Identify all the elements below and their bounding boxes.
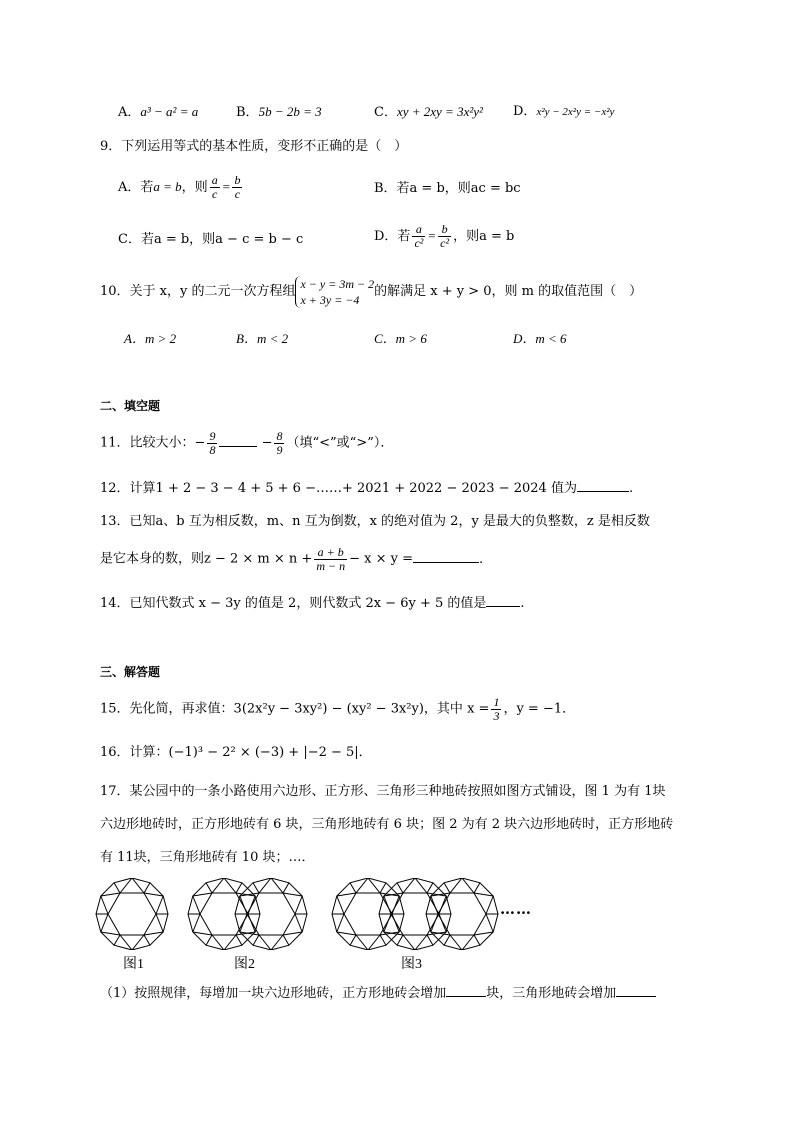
q17-line3: 有 11块，三角形地砖有 10 块；…． [100,850,315,865]
answer-blank [413,561,479,563]
fig3-tile [379,878,451,950]
q8-option-a: A．a³ − a² = a [118,104,199,120]
answer-blank [446,995,486,997]
fig3-tile [332,878,404,950]
answer-blank [616,995,656,997]
q10-stem: 10．关于 x，y 的二元一次方程组 x − y = 3m − 2 x + 3y = −4 的解满足 x + y > 0，则 m 的取值范围（ ） [100,277,643,308]
q13-line1: 13．已知a、b 互为相反数，m、n 互为倒数，x 的绝对值为 2，y 是最大的负整数，z 是相反数 [100,514,650,529]
ellipsis: …… [500,900,532,918]
q9-option-c: C．若a = b，则a − c = b − c [118,232,304,247]
q8-option-d: D．x²y − 2x²y = −x²y [513,104,615,119]
fig2-tile [188,878,260,950]
answer-blank [486,605,520,607]
q9-stem: 9．下列运用等式的基本性质，变形不正确的是（ ） [100,139,408,154]
q9-option-b: B．若a = b，则ac = bc [374,181,521,196]
q9-option-d: D．若 $\frac{a}{\text{c²}}$ = $\frac{b}{\text{c²}}$ ，则a = b [374,222,515,251]
q8-option-c: C．xy + 2xy = 3x²y² [374,104,483,120]
fraction: $\frac{b}{c}$ [234,173,241,202]
fraction: $\frac{a + b}{m - n}$ [316,545,346,574]
fraction: $\frac{a}{c}$ [211,173,218,202]
q17-sub1: （1）按照规律，每增加一块六边形地砖，正方形地砖会增加 块，三角形地砖会增加 [100,986,656,1002]
fig3-tile [426,878,498,950]
q16: 16．计算：(−1)³ − 2² × (−3) + |−2 − 5|． [100,745,372,760]
answer-blank [219,445,257,447]
q10-option-d: D．m < 6 [513,331,567,346]
fig2-tile [235,878,307,950]
fraction: $\frac{1}{3}$ [493,695,500,724]
section-heading-solve: 三、解答题 [100,665,161,679]
equation-system: x − y = 3m − 2 x + 3y = −4 [295,276,374,308]
fraction: $\frac{8}{9}$ [276,429,283,458]
fig3-label: 图3 [401,957,422,972]
fig1-tile [96,878,168,950]
q9-option-a: A．若a = b，则 $\frac{a}{c}$ = $\frac{b}{c}$ [118,173,241,202]
answer-blank [577,490,629,492]
fig2-label: 图2 [234,957,255,972]
fraction: $\frac{b}{\text{c²}}$ [440,222,450,251]
q10-option-a: A．m > 2 [124,331,177,346]
q17-line2: 六边形地砖时，正方形地砖有 6 块，三角形地砖有 6 块；图 2 为有 2 块六边形地砖时，正方形地砖 [100,817,674,832]
section-heading-fill-blank: 二、填空题 [100,399,161,413]
q8-option-b: B．5b − 2b = 3 [236,104,322,120]
fig1-label: 图1 [123,957,144,972]
q15: 15．先化简，再求值：3(2x²y − 3xy²) − (xy² − 3x²y)，其中 x = $\frac{1}{3}$ ，y = −1． [100,695,576,724]
tiling-figures [92,878,562,950]
q10-option-b: B．m < 2 [236,331,289,346]
fraction: $\frac{a}{\text{c²}}$ [414,222,424,251]
q11: 11．比较大小：− $\frac{9}{8}$ − $\frac{8}{9}$ （填“<”或“>”）． [100,429,394,458]
q17-line1: 17．某公园中的一条小路使用六边形、正方形、三角形三种地砖按照如图方式铺设，图 1 为有 1块 [100,784,666,799]
fraction: $\frac{9}{8}$ [209,429,216,458]
q14: 14．已知代数式 x − 3y 的值是 2，则代数式 2x − 6y + 5 的值是 . [100,596,525,611]
q13-line2: 是它本身的数，则z − 2 × m × n + $\frac{a + b}{m - n}$ − x × y = . [100,545,484,574]
q10-option-c: C．m > 6 [374,331,427,346]
q12: 12．计算1 + 2 − 3 − 4 + 5 + 6 −……+ 2021 + 2022 − 2023 − 2024 值为 . [100,481,634,496]
